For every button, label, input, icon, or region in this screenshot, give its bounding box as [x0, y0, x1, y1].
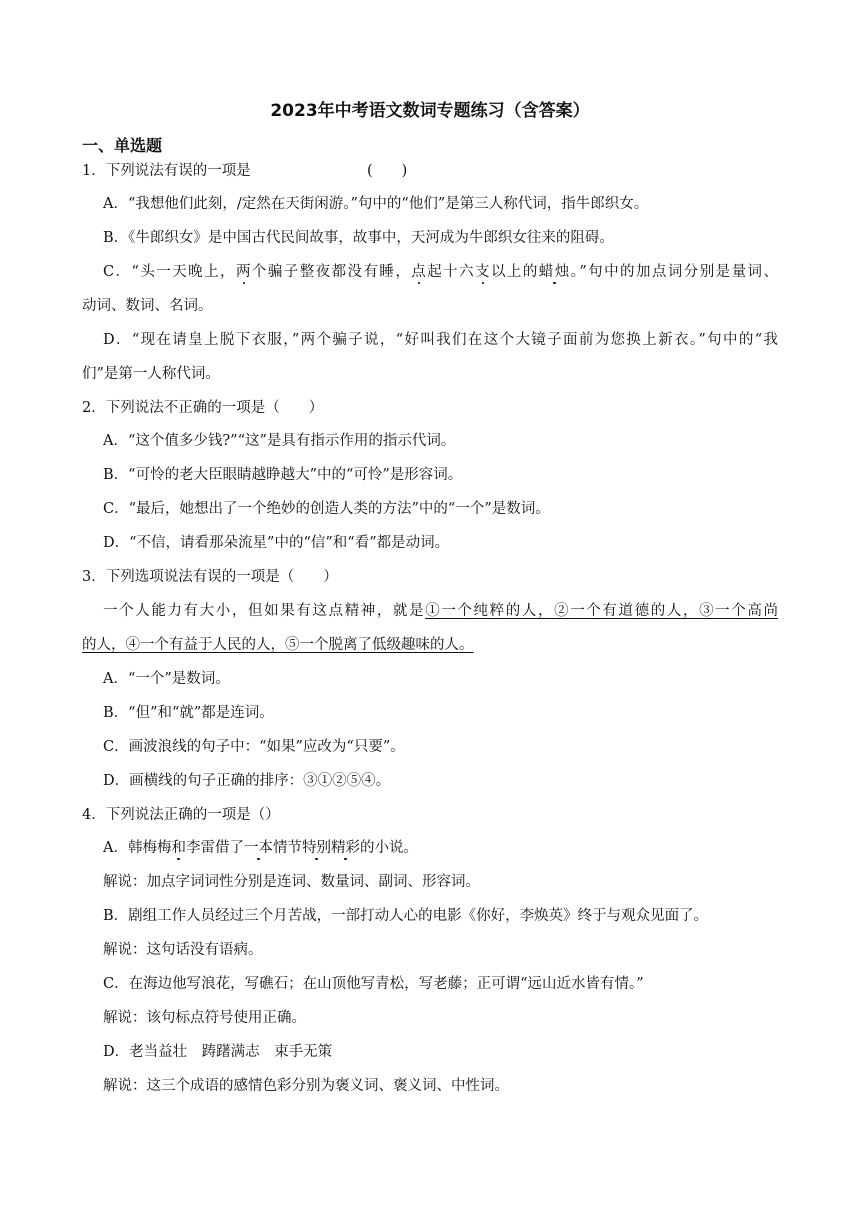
- q4-option-b: B．剧组工作人员经过三个月苦战，一部打动人心的电影《你好，李焕英》终于与观众见面了。: [103, 908, 709, 924]
- dotted-word: 特别: [301, 840, 331, 856]
- q1-c-text: 。”句中的加点词分别是量词、: [570, 264, 778, 280]
- q1-option-a: A．“我想他们此刻，/定然在天街闲游。”句中的“他们”是第三人称代词，指牛郎织女。: [103, 196, 649, 212]
- question-1-text: 1．下列说法有误的一项是: [82, 163, 251, 179]
- q4-option-a-explanation: 解说：加点字词词性分别是连词、数量词、副词、形容词。: [103, 874, 480, 890]
- section-heading: 一、单选题: [82, 136, 163, 155]
- q1-c-text: C．“头一天晚上，: [103, 264, 236, 280]
- q1-option-c-line1: [103, 262, 778, 282]
- dotted-word: 点: [411, 264, 428, 280]
- q4-a-text: A．韩梅梅: [103, 840, 172, 856]
- q1-c-text: 以上的: [490, 264, 539, 280]
- q2-option-a: A．“这个值多少钱?”“这”是具有指示作用的指示代词。: [103, 433, 456, 449]
- q4-option-d: D．老当益壮 踌躇满志 束手无策: [103, 1044, 333, 1060]
- q3-underlined-text: ①一个纯粹的人，②一个有道德的人，③一个高尚: [425, 603, 779, 619]
- q3-option-c: C．画波浪线的句子中：“如果”应改为“只要”。: [103, 739, 405, 755]
- q1-option-c-line2: 动词、数词、名词。: [82, 298, 213, 314]
- q3-passage-line2: [82, 635, 474, 655]
- dotted-word: 支: [475, 264, 491, 280]
- dotted-word: 两: [235, 264, 252, 280]
- q1-option-d-line2: 们”是第一人称代词。: [82, 366, 220, 382]
- q3-passage-text: 一个人能力有大小，但如果有这点精神，就是: [103, 603, 426, 619]
- dotted-word: 蜡烛: [538, 264, 571, 280]
- question-1-paren: ( ): [367, 163, 408, 179]
- page-title: 2023年中考语文数词专题练习（含答案）: [270, 101, 590, 121]
- dotted-word: 一本: [243, 840, 273, 856]
- q3-option-b: B．“但”和“就”都是连词。: [103, 705, 274, 721]
- q3-underlined-text: 的人，④一个有益于人民的人，⑤一个脱离了低级趣味的人。: [82, 637, 474, 653]
- q2-option-d: D．“不信，请看那朵流星”中的“信”和“看”都是动词。: [103, 535, 450, 551]
- question-1-stem: [82, 161, 408, 181]
- q4-a-text: 李雷借了: [185, 840, 244, 856]
- q1-option-b: B．《牛郎织女》是中国古代民间故事，故事中，天河成为牛郎织女往来的阻碍。: [103, 230, 614, 246]
- q4-option-c: C．在海边他写浪花，写礁石；在山顶他写青松，写老藤；正可谓“远山近水皆有情。”: [103, 976, 644, 992]
- q4-option-b-explanation: 解说：这句话没有语病。: [103, 942, 263, 958]
- q1-c-text: 个骗子整夜都没有睡，: [251, 264, 412, 280]
- q3-passage-line1: [103, 601, 778, 621]
- q2-option-b: B．“可怜的老大臣眼睛越睁越大”中的“可怜”是形容词。: [103, 467, 463, 483]
- dotted-word: 和: [171, 840, 186, 856]
- q4-option-d-explanation: 解说：这三个成语的感情色彩分别为褒义词、褒义词、中性词。: [103, 1078, 509, 1094]
- q1-c-text: 起十六: [427, 264, 476, 280]
- dotted-word: 精彩: [330, 840, 360, 856]
- q4-a-text: 的小说。: [359, 840, 418, 856]
- q2-option-c: C．“最后，她想出了一个绝妙的创造人类的方法”中的“一个”是数词。: [103, 501, 550, 517]
- question-4-stem: 4．下列说法正确的一项是（）: [82, 807, 280, 823]
- q4-option-c-explanation: 解说：该句标点符号使用正确。: [103, 1010, 306, 1026]
- question-2-stem: 2．下列说法不正确的一项是（ ）: [82, 400, 324, 416]
- q3-option-a: A．“一个”是数词。: [103, 671, 230, 687]
- question-3-stem: 3．下列选项说法有误的一项是（ ）: [82, 569, 338, 585]
- q4-a-text: 情节: [272, 840, 302, 856]
- q3-option-d: D．画横线的句子正确的排序：③①②⑤④。: [103, 773, 391, 789]
- q1-option-d-line1: D．“现在请皇上脱下衣服，”两个骗子说，“好叫我们在这个大镜子面前为您换上新衣。”句中的“我: [103, 332, 778, 348]
- q4-option-a: [103, 838, 418, 858]
